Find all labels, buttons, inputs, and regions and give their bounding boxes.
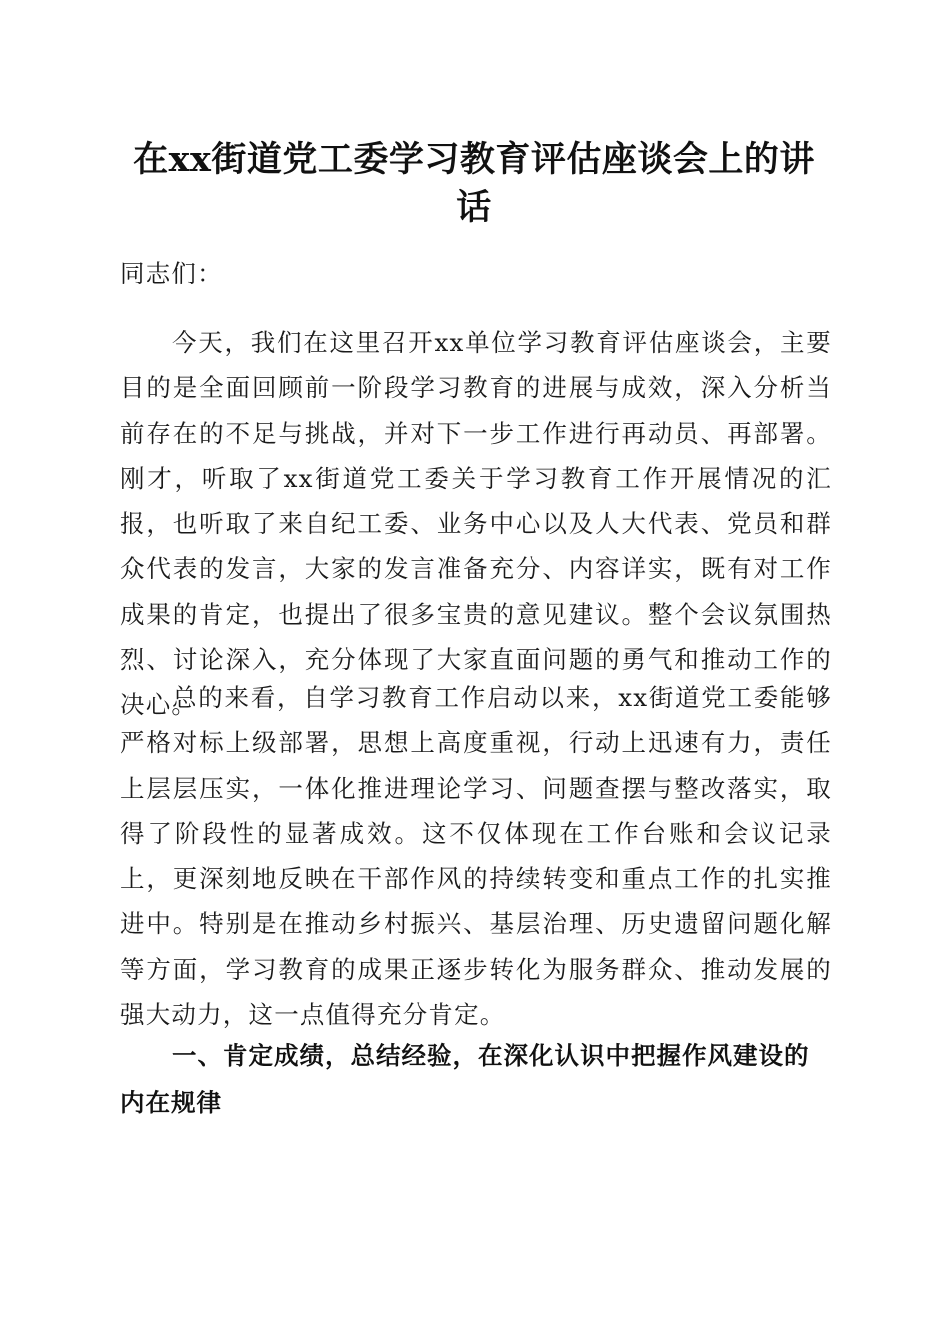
document-title: 在xx街道党工委学习教育评估座谈会上的讲话 <box>133 139 815 228</box>
section-heading-1: 一、肯定成绩，总结经验，在深化认识中把握作风建设的内在规律 <box>120 1041 810 1117</box>
paragraph-2: 总的来看，自学习教育工作启动以来，xx街道党工委能够严格对标上级部署，思想上高度重视，行动上迅速有力，责任上层层压实，一体化推进理论学习、问题查摆与整改落实，取得了阶段性的显著成效。这不仅体现在工作台账和会议记录上，更深刻地反映在干部作风的持续转变和重点工作的扎实推进中。特别是在推动乡村振兴、基层治理、历史遗留问题化解等方面，学习教育的成果正逐步转化为服务群众、推动发展的强大动力，这一点值得充分肯定。 <box>120 683 832 1030</box>
paragraph-1: 今天，我们在这里召开xx单位学习教育评估座谈会，主要目的是全面回顾前一阶段学习教育的进展与成效，深入分析当前存在的不足与挑战，并对下一步工作进行再动员、再部署。刚才，听取了xx街道党工委关于学习教育工作开展情况的汇报，也听取了来自纪工委、业务中心以及人大代表、党员和群众代表的发言，大家的发言准备充分、内容详实，既有对工作成果的肯定，也提出了很多宝贵的意见建议。整个会议氛围热烈、讨论深入，充分体现了大家直面问题的勇气和推动工作的决心。 <box>120 328 832 720</box>
salutation: 同志们： <box>120 259 223 288</box>
